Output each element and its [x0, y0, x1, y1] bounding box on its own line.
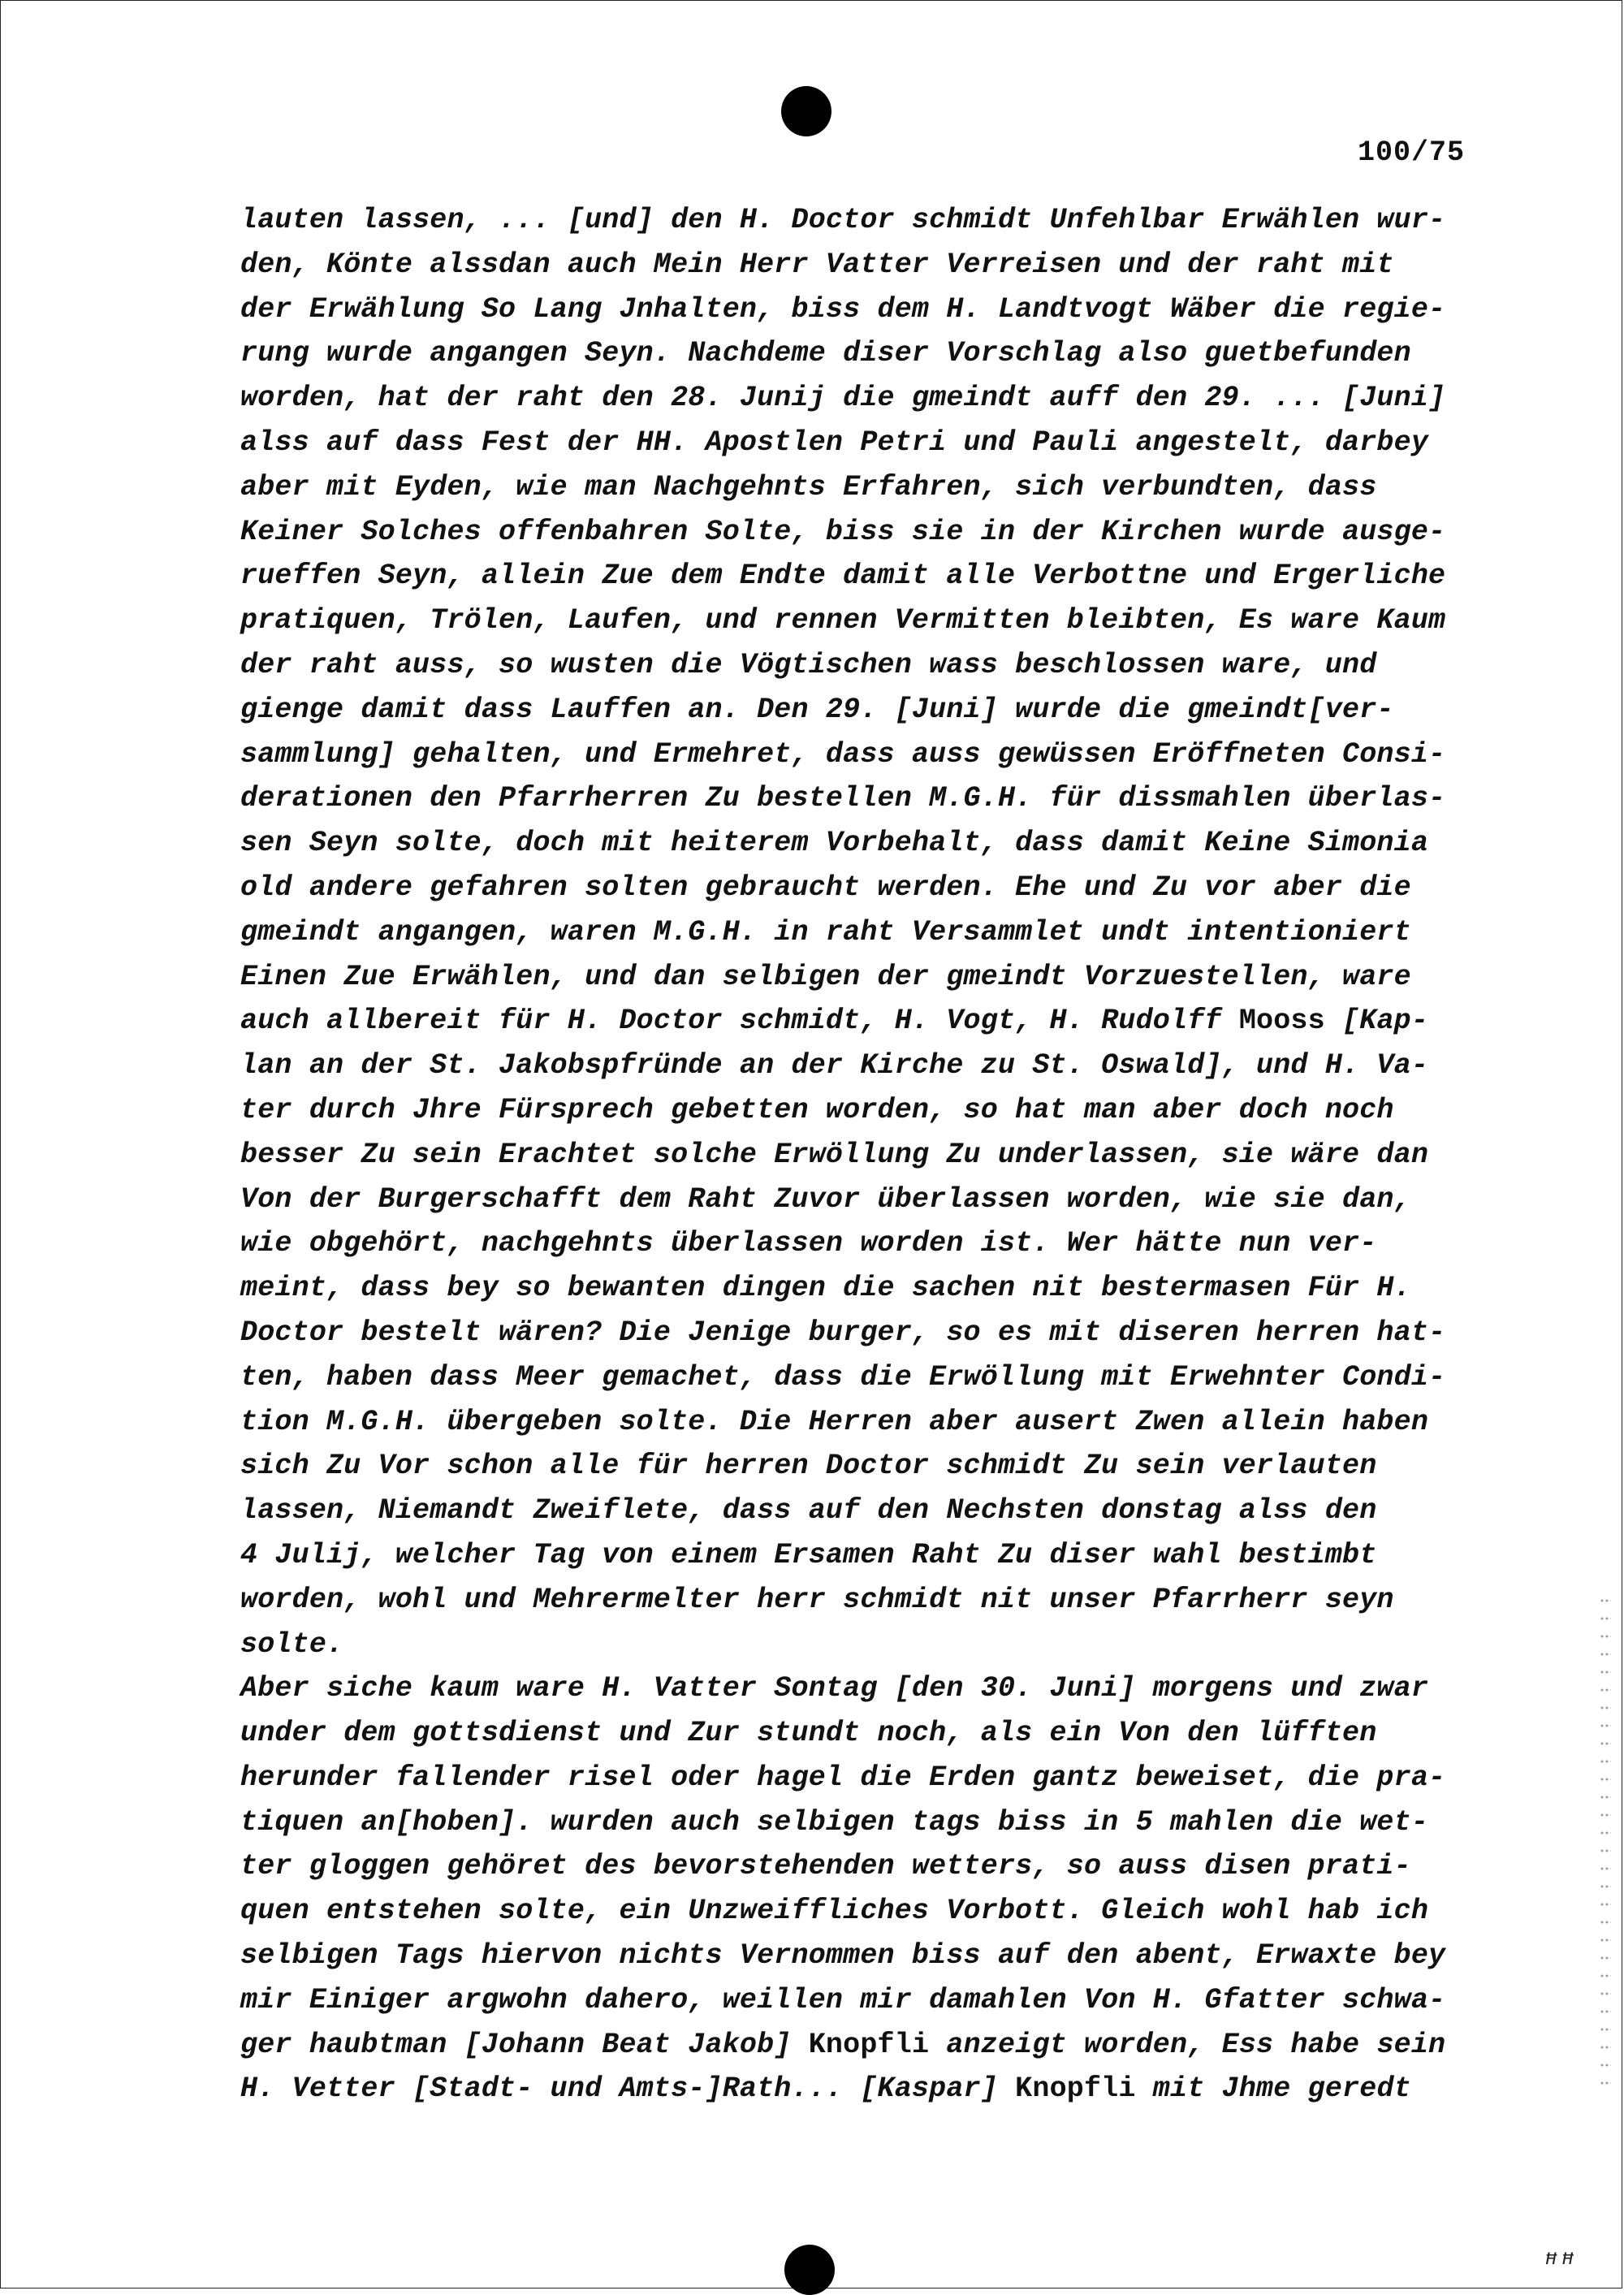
text-line — [240, 1400, 1507, 1445]
text-segment: Keiner Solches offenbahren Solte, biss sie in der Kirchen wurde ausge- — [240, 515, 1446, 548]
text-segment: rung wurde angangen Seyn. Nachdeme diser Vorschlag also guetbefunden — [240, 337, 1411, 370]
text-segment: Doctor bestelt wären? Die Jenige burger, so es mit diseren herren hat- — [240, 1316, 1446, 1349]
text-segment: tiquen an[hoben]. wurden auch selbigen tags biss in 5 mahlen die wet- — [240, 1805, 1429, 1839]
text-line — [240, 910, 1507, 955]
text-line — [240, 1088, 1507, 1133]
text-segment: mit Jhme geredt — [1135, 2072, 1411, 2106]
text-segment: rueffen Seyn, allein Zue dem Endte damit alle Verbottne und Ergerliche — [240, 560, 1446, 593]
text-segment: ger haubtman [Johann Beat Jakob] — [240, 2028, 809, 2061]
text-line — [240, 1221, 1507, 1266]
text-line — [240, 643, 1507, 688]
text-line — [240, 999, 1507, 1044]
text-line — [240, 243, 1507, 287]
text-segment: aber mit Eyden, wie man Nachgehnts Erfahren, sich verbundten, dass — [240, 470, 1377, 504]
emphasized-name: Knopfli — [1015, 2072, 1136, 2106]
text-segment: gienge damit dass Lauffen an. Den 29. [Juni] wurde die gmeindt[ver- — [240, 693, 1394, 726]
text-line — [240, 599, 1507, 643]
text-line — [240, 1800, 1507, 1845]
text-line — [240, 1266, 1507, 1311]
text-line — [240, 2023, 1507, 2068]
text-segment: worden, wohl und Mehrermelter herr schmidt nit unser Pfarrherr seyn — [240, 1583, 1394, 1616]
text-line — [240, 733, 1507, 777]
text-line — [240, 776, 1507, 821]
text-line — [240, 1355, 1507, 1400]
text-line — [240, 1178, 1507, 1222]
text-segment: wie obgehört, nachgehnts überlassen worden ist. Wer hätte nun ver- — [240, 1227, 1377, 1260]
text-line — [240, 821, 1507, 866]
emphasized-name: Mooss — [1238, 1005, 1325, 1038]
text-segment: pratiquen, Trölen, Laufen, und rennen Vermitten bleibten, Es ware Kaum — [240, 604, 1446, 638]
text-segment: tion M.G.H. übergeben solte. Die Herren aber ausert Zwen allein haben — [240, 1405, 1429, 1438]
text-segment: solte. — [240, 1627, 344, 1661]
text-line — [240, 465, 1507, 510]
text-segment: sen Seyn solte, doch mit heiterem Vorbehalt, dass damit Keine Simonia — [240, 827, 1429, 860]
text-segment: worden, hat der raht den 28. Junij die gmeindt auff den 29. ... [Juni] — [240, 382, 1446, 415]
text-segment: lan an der St. Jakobspfründe an der Kirche zu St. Oswald], und H. Va- — [240, 1049, 1429, 1083]
text-segment: besser Zu sein Erachtet solche Erwöllung Zu underlassen, sie wäre dan — [240, 1138, 1429, 1171]
text-segment: meint, dass bey so bewanten dingen die sachen nit bestermasen Für H. — [240, 1272, 1411, 1305]
text-segment: quen entstehen solte, ein Unzweiffliches Vorbott. Gleich wohl hab ich — [240, 1895, 1429, 1928]
punch-hole-top — [781, 86, 831, 136]
punch-hole-bottom — [784, 2245, 835, 2295]
text-segment: Aber siche kaum ware H. Vatter Sontag [den 30. Juni] morgens und zwar — [240, 1672, 1429, 1705]
text-segment: under dem gottsdienst und Zur stundt noch, als ein Von den lüfften — [240, 1717, 1377, 1750]
text-segment: alss auf dass Fest der HH. Apostlen Petri und Pauli angestelt, darbey — [240, 426, 1429, 459]
text-segment: auch allbereit für H. Doctor schmidt, H. Vogt, H. Rudolff — [240, 1005, 1239, 1038]
text-segment: lauten lassen, ... [und] den H. Doctor schmidt Unfehlbar Erwählen wur- — [240, 204, 1446, 236]
text-line — [240, 376, 1507, 421]
text-line — [240, 1934, 1507, 1978]
text-segment: gmeindt angangen, waren M.G.H. in raht Versammlet undt intentioniert — [240, 915, 1411, 949]
text-segment: herunder fallender risel oder hagel die Erden gantz beweiset, die pra- — [240, 1761, 1446, 1794]
text-line — [240, 510, 1507, 555]
text-segment: Von der Burgerschafft dem Raht Zuvor überlassen worden, wie sie dan, — [240, 1182, 1411, 1216]
text-line — [240, 1844, 1507, 1889]
margin-scan-marks — [1600, 1592, 1611, 2095]
text-line — [240, 1623, 1507, 1667]
emphasized-name: Knopfli — [808, 2028, 930, 2061]
text-segment: sammlung] gehalten, und Ermehret, dass auss gewüssen Eröffneten Consi- — [240, 737, 1446, 771]
text-segment: sich Zu Vor schon alle für herren Doctor schmidt Zu sein verlauten — [240, 1450, 1377, 1483]
text-line — [240, 1044, 1507, 1088]
text-segment: 4 Julij, welcher Tag von einem Ersamen Raht Zu diser wahl bestimbt — [240, 1538, 1377, 1571]
text-line — [240, 198, 1507, 243]
text-segment: der Erwählung So Lang Jnhalten, biss dem H. Landtvogt Wäber die regie- — [240, 292, 1446, 326]
text-segment: H. Vetter [Stadt- und Amts-]Rath... [Kaspar] — [240, 2072, 1016, 2106]
text-line — [240, 1978, 1507, 2023]
text-line — [240, 1578, 1507, 1623]
text-line — [240, 955, 1507, 1000]
text-segment: ter durch Jhre Fürsprech gebetten worden, so hat man aber doch noch — [240, 1093, 1394, 1126]
text-line — [240, 1133, 1507, 1178]
text-segment: derationen den Pfarrherren Zu bestellen M.G.H. für dissmahlen überlas- — [240, 782, 1446, 815]
text-line — [240, 688, 1507, 733]
text-segment: ten, haben dass Meer gemachet, dass die Erwöllung mit Erwehnter Condi- — [240, 1360, 1446, 1394]
corner-handwritten-mark: ꟸꟸ — [1543, 2251, 1576, 2282]
text-line — [240, 866, 1507, 910]
text-segment: lassen, Niemandt Zweiflete, dass auf den Nechsten donstag alss den — [240, 1494, 1377, 1528]
document-body — [240, 198, 1507, 2111]
text-segment: der raht auss, so wusten die Vögtischen wass beschlossen ware, und — [240, 648, 1377, 681]
text-line — [240, 1756, 1507, 1800]
text-segment: [Kap- — [1324, 1005, 1429, 1038]
text-segment: ter gloggen gehöret des bevorstehenden wetters, so auss disen prati- — [240, 1850, 1411, 1883]
text-line — [240, 1444, 1507, 1489]
text-line — [240, 554, 1507, 599]
text-segment: den, Könte alssdan auch Mein Herr Vatter Verreisen und der raht mit — [240, 248, 1394, 281]
text-segment: mir Einiger argwohn dahero, weillen mir damahlen Von H. Gfatter schwa- — [240, 1983, 1446, 2016]
text-line — [240, 331, 1507, 376]
page-number: 100/75 — [1358, 136, 1466, 169]
text-segment: old andere gefahren solten gebraucht werden. Ehe und Zu vor aber die — [240, 871, 1411, 904]
text-segment: anzeigt worden, Ess habe sein — [929, 2028, 1446, 2061]
text-line — [240, 421, 1507, 465]
text-segment: selbigen Tags hiervon nichts Vernommen biss auf den abent, Erwaxte bey — [240, 1939, 1446, 1973]
text-segment: Einen Zue Erwählen, und dan selbigen der gmeindt Vorzuestellen, ware — [240, 960, 1411, 993]
text-line — [240, 2067, 1507, 2111]
text-line — [240, 1489, 1507, 1533]
text-line — [240, 1889, 1507, 1934]
text-line — [240, 1311, 1507, 1355]
text-line — [240, 287, 1507, 332]
text-line — [240, 1533, 1507, 1578]
text-line — [240, 1711, 1507, 1756]
text-line — [240, 1666, 1507, 1711]
